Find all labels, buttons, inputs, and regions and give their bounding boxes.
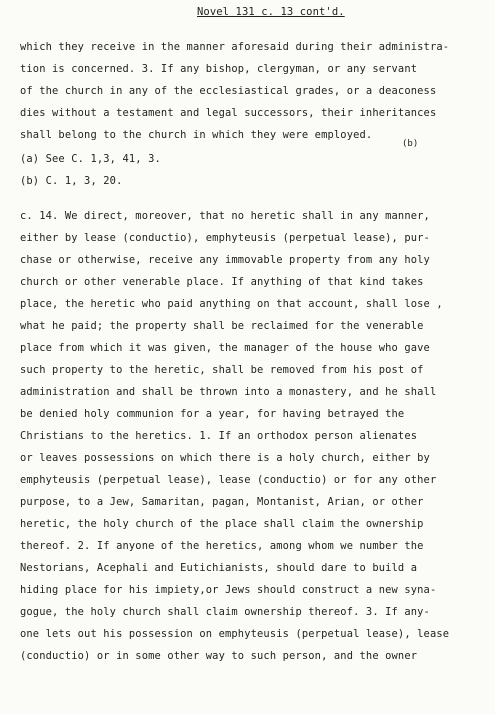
text-line: place, the heretic who paid anything on that account, shall lose , [20, 298, 443, 310]
text-line: thereof. 2. If anyone of the heretics, among whom we number the [20, 540, 424, 552]
text-line: which they receive in the manner aforesaid during their administra- [20, 41, 450, 53]
text-line: place from which it was given, the manager of the house who gave [20, 342, 430, 354]
text-line: tion is concerned. 3. If any bishop, clergyman, or any servant [20, 63, 418, 75]
footnote-line: (b) C. 1, 3, 20. [20, 175, 123, 187]
text-line: dies without a testament and legal successors, their inheritances [20, 107, 437, 119]
text-line: chase or otherwise, receive any immovable property from any holy [20, 254, 430, 266]
text-line: administration and shall be thrown into a monastery, and he shall [20, 386, 437, 398]
text-line: purpose, to a Jew, Samaritan, pagan, Montanist, Arian, or other [20, 496, 424, 508]
text-line: c. 14. We direct, moreover, that no heretic shall in any manner, [20, 210, 430, 222]
text-line: or leaves possessions on which there is a holy church, either by [20, 452, 430, 464]
text-line: of the church in any of the ecclesiastical grades, or a deaconess [20, 85, 437, 97]
text-line: hiding place for his impiety,or Jews should construct a new syna- [20, 584, 437, 596]
text-line: emphyteusis (perpetual lease), lease (conductio) or for any other [20, 474, 437, 486]
text-line: heretic, the holy church of the place shall claim the ownership [20, 518, 424, 530]
footnote-line: (a) See C. 1,3, 41, 3. [20, 153, 161, 165]
text-line: either by lease (conductio), emphyteusis (perpetual lease), pur- [20, 232, 430, 244]
text-line: (conductio) or in some other way to such person, and the owner [20, 650, 418, 662]
page-header: Novel 131 c. 13 cont'd. [197, 6, 345, 18]
text-line: gogue, the holy church shall claim ownership thereof. 3. If any- [20, 606, 430, 618]
text-line: what he paid; the property shall be reclaimed for the venerable [20, 320, 424, 332]
text-line: one lets out his possession on emphyteusis (perpetual lease), lease [20, 628, 450, 640]
text-line: Nestorians, Acephali and Eutichianists, should dare to build a [20, 562, 418, 574]
margin-note: (b) [402, 139, 419, 149]
text-line: such property to the heretic, shall be removed from his post of [20, 364, 424, 376]
text-line: shall belong to the church in which they were employed. [20, 129, 373, 141]
text-line: be denied holy communion for a year, for having betrayed the [20, 408, 405, 420]
text-line: Christians to the heretics. 1. If an orthodox person alienates [20, 430, 418, 442]
text-line: church or other venerable place. If anything of that kind takes [20, 276, 424, 288]
